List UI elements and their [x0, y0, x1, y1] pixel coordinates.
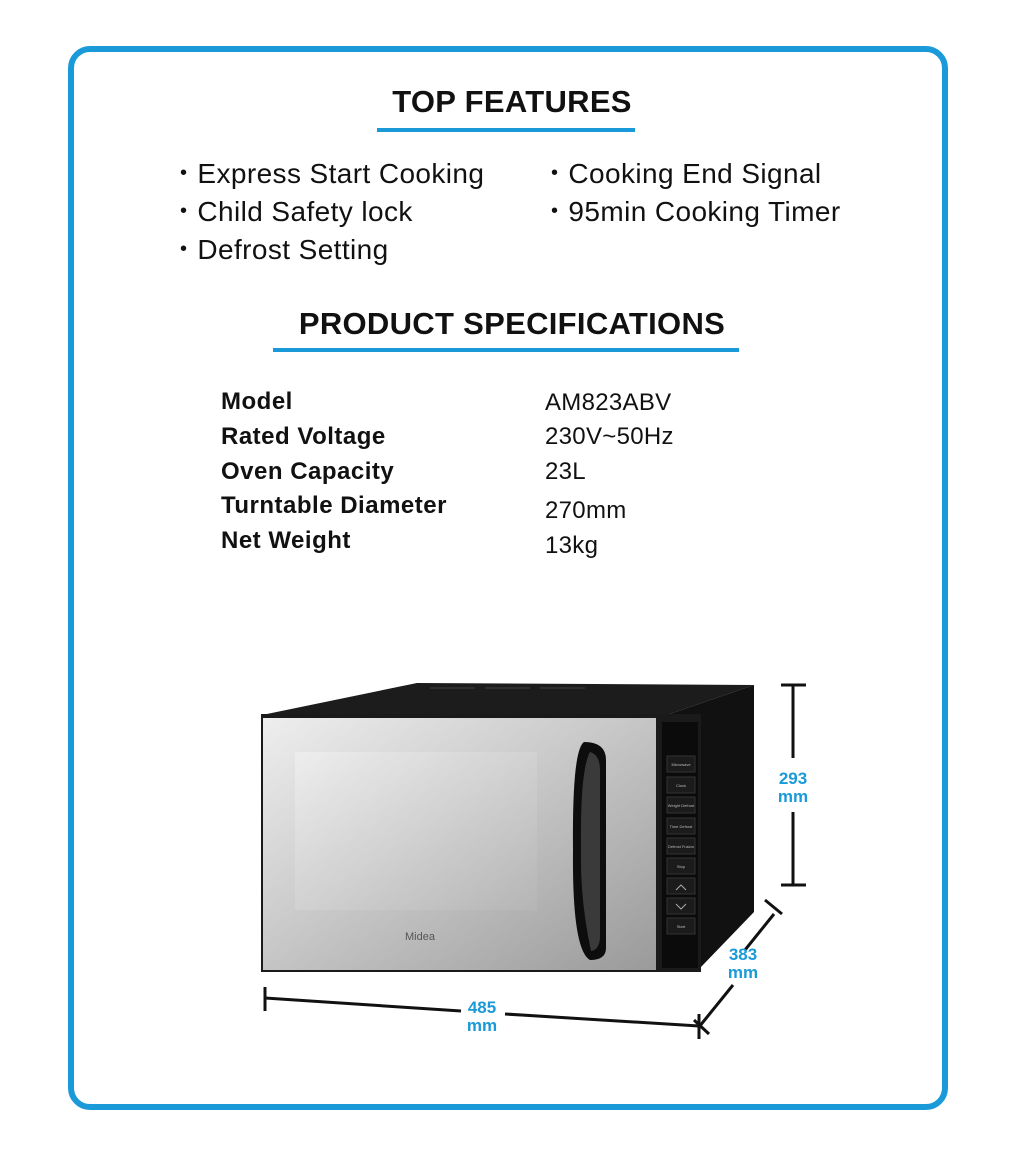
panel-button-label: Defrost Fusion — [667, 844, 695, 849]
bullet-icon: • — [180, 200, 188, 222]
bullet-icon: • — [180, 162, 188, 184]
panel-button-label: Microwave — [671, 762, 691, 767]
spec-value-net-weight: 13kg — [545, 532, 599, 559]
product-specifications-heading: PRODUCT SPECIFICATIONS — [298, 306, 726, 341]
brand-logo: Midea — [405, 931, 435, 943]
panel-button-label: Start — [676, 924, 686, 929]
panel-button-label: Weight Defrost — [667, 803, 695, 808]
feature-item: • Cooking End Signal — [551, 158, 822, 189]
dimension-depth-label: 383 mm — [727, 945, 759, 982]
spec-label-net-weight: Net Weight — [221, 527, 351, 554]
spec-label-oven-capacity: Oven Capacity — [221, 458, 395, 485]
spec-label-model: Model — [221, 388, 293, 415]
spec-value-model: AM823ABV — [545, 389, 672, 416]
bullet-icon: • — [551, 200, 559, 222]
dimension-width-label: 485 mm — [466, 998, 498, 1035]
panel-button-label: Stop — [676, 864, 686, 869]
feature-item: • Express Start Cooking — [180, 158, 485, 189]
panel-button-label: Time Defrost — [669, 824, 693, 829]
bullet-icon: • — [551, 162, 559, 184]
feature-item: • 95min Cooking Timer — [551, 196, 841, 227]
top-features-heading: TOP FEATURES — [392, 84, 632, 119]
spec-value-rated-voltage: 230V~50Hz — [545, 423, 674, 450]
oven-window — [295, 752, 537, 910]
spec-value-turntable-diameter: 270mm — [545, 497, 627, 524]
bullet-icon: • — [180, 238, 188, 260]
feature-item: • Child Safety lock — [180, 196, 413, 227]
spec-label-turntable-diameter: Turntable Diameter — [221, 492, 447, 519]
spec-value-oven-capacity: 23L — [545, 458, 586, 485]
dimension-height-label: 293 mm — [777, 769, 809, 806]
spec-label-rated-voltage: Rated Voltage — [221, 423, 386, 450]
panel-button-label: Clock — [675, 783, 687, 788]
feature-item: • Defrost Setting — [180, 234, 389, 265]
